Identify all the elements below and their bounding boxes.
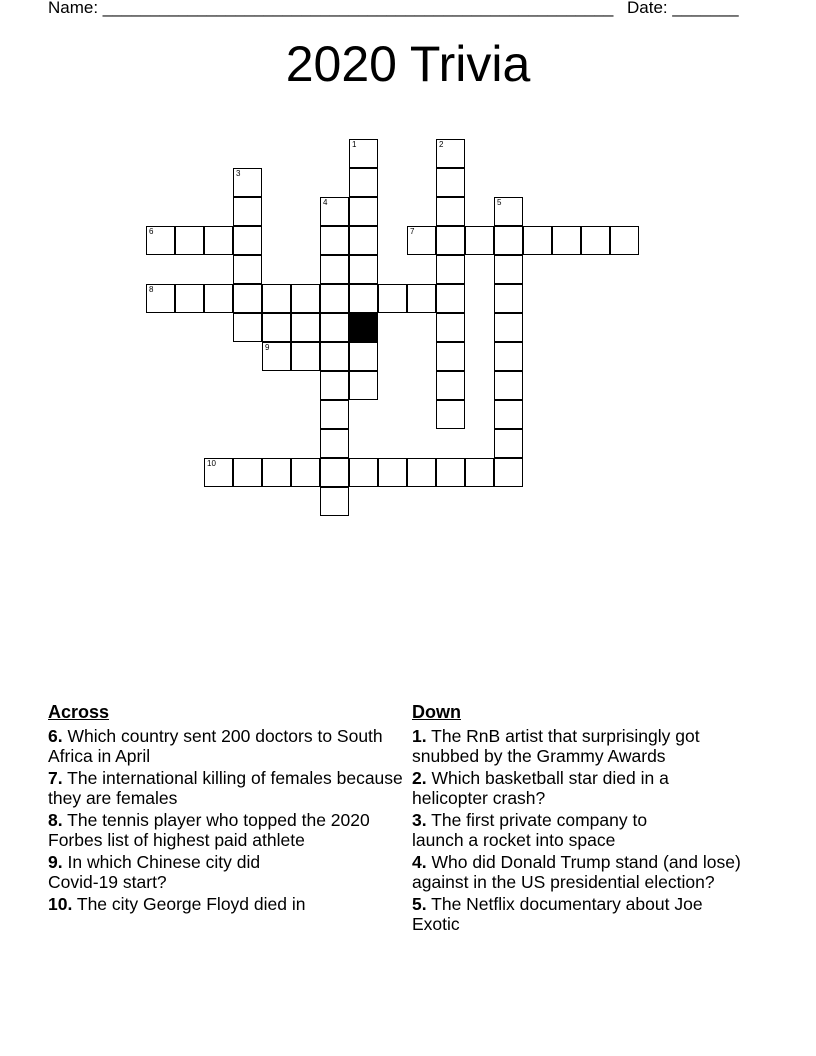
name-field-label: Name: ______________________________________________________ <box>48 0 614 17</box>
crossword-cell[interactable] <box>436 226 465 255</box>
page-title: 2020 Trivia <box>285 36 531 92</box>
crossword-cell[interactable] <box>320 313 349 342</box>
clue-down-4: 4. Who did Donald Trump stand (and lose) against in the US presidential election? <box>412 852 741 892</box>
clue-number: 6 <box>149 227 154 236</box>
crossword-cell[interactable] <box>436 313 465 342</box>
crossword-cell[interactable] <box>320 371 349 400</box>
clue-across-7: 7. The international killing of females because they are females <box>48 768 403 808</box>
clue-across-9: 9. In which Chinese city did Covid-19 start? <box>48 852 261 892</box>
crossword-cell[interactable] <box>233 197 262 226</box>
crossword-cell[interactable] <box>465 226 494 255</box>
crossword-cell[interactable] <box>436 371 465 400</box>
clue-across-6: 6. Which country sent 200 doctors to South Africa in April <box>48 726 383 766</box>
crossword-cell[interactable] <box>320 284 349 313</box>
crossword-cell[interactable] <box>407 284 436 313</box>
crossword-cell[interactable] <box>262 313 291 342</box>
crossword-cell[interactable] <box>407 226 436 255</box>
crossword-cell[interactable] <box>233 458 262 487</box>
crossword-cell[interactable] <box>175 226 204 255</box>
crossword-cell[interactable] <box>349 284 378 313</box>
crossword-cell[interactable] <box>349 255 378 284</box>
crossword-cell[interactable] <box>291 342 320 371</box>
date-field-label: Date: _______ <box>627 0 739 17</box>
crossword-cell[interactable] <box>378 458 407 487</box>
down-clues <box>412 701 772 936</box>
crossword-cell[interactable] <box>436 458 465 487</box>
crossword-cell[interactable] <box>291 458 320 487</box>
clue-number: 10 <box>207 459 216 468</box>
crossword-cell[interactable] <box>494 284 523 313</box>
crossword-cell[interactable] <box>262 342 291 371</box>
crossword-cell[interactable] <box>494 458 523 487</box>
crossword-cell[interactable] <box>436 139 465 168</box>
crossword-cell[interactable] <box>407 458 436 487</box>
crossword-cell[interactable] <box>320 400 349 429</box>
clue-number: 5 <box>497 198 502 207</box>
crossword-block <box>349 313 378 342</box>
crossword-cell[interactable] <box>552 226 581 255</box>
crossword-cell[interactable] <box>204 226 233 255</box>
crossword-cell[interactable] <box>204 284 233 313</box>
crossword-cell[interactable] <box>233 255 262 284</box>
clue-number: 4 <box>323 198 328 207</box>
crossword-cell[interactable] <box>320 458 349 487</box>
crossword-cell[interactable] <box>494 197 523 226</box>
clue-number: 3 <box>236 169 241 178</box>
crossword-cell[interactable] <box>494 255 523 284</box>
crossword-cell[interactable] <box>494 342 523 371</box>
clue-across-8: 8. The tennis player who topped the 2020 Forbes list of highest paid athlete <box>48 810 370 850</box>
crossword-cell[interactable] <box>436 197 465 226</box>
across-heading: Across <box>48 702 110 722</box>
crossword-cell[interactable] <box>494 226 523 255</box>
crossword-cell[interactable] <box>436 168 465 197</box>
clue-number: 1 <box>352 140 357 149</box>
across-clues <box>48 701 408 916</box>
crossword-cell[interactable] <box>320 429 349 458</box>
crossword-cell[interactable] <box>436 255 465 284</box>
clue-down-3: 3. The first private company to launch a rocket into space <box>412 810 648 850</box>
clue-number: 9 <box>265 343 270 352</box>
crossword-cell[interactable] <box>610 226 639 255</box>
crossword-cell[interactable] <box>320 342 349 371</box>
clue-number: 8 <box>149 285 154 294</box>
crossword-cell[interactable] <box>233 168 262 197</box>
crossword-cell[interactable] <box>378 284 407 313</box>
crossword-cell[interactable] <box>465 458 494 487</box>
clue-down-2: 2. Which basketball star died in a helicopter crash? <box>412 768 669 808</box>
clue-number: 7 <box>410 227 415 236</box>
crossword-cell[interactable] <box>320 487 349 516</box>
clue-across-10: 10. The city George Floyd died in <box>48 894 306 914</box>
crossword-cell[interactable] <box>349 226 378 255</box>
crossword-cell[interactable] <box>175 284 204 313</box>
crossword-cell[interactable] <box>204 458 233 487</box>
crossword-cell[interactable] <box>233 226 262 255</box>
crossword-cell[interactable] <box>349 139 378 168</box>
crossword-cell[interactable] <box>349 168 378 197</box>
crossword-cell[interactable] <box>436 342 465 371</box>
crossword-cell[interactable] <box>320 197 349 226</box>
clue-down-5: 5. The Netflix documentary about Joe Exotic <box>412 894 703 934</box>
crossword-cell[interactable] <box>291 284 320 313</box>
crossword-cell[interactable] <box>523 226 552 255</box>
crossword-cell[interactable] <box>494 429 523 458</box>
crossword-cell[interactable] <box>436 284 465 313</box>
crossword-cell[interactable] <box>581 226 610 255</box>
crossword-cell[interactable] <box>349 197 378 226</box>
crossword-cell[interactable] <box>291 313 320 342</box>
crossword-cell[interactable] <box>494 313 523 342</box>
crossword-cell[interactable] <box>349 371 378 400</box>
crossword-cell[interactable] <box>233 284 262 313</box>
crossword-cell[interactable] <box>262 458 291 487</box>
crossword-cell[interactable] <box>146 226 175 255</box>
crossword-cell[interactable] <box>146 284 175 313</box>
clue-number: 2 <box>439 140 444 149</box>
clue-down-1: 1. The RnB artist that surprisingly got snubbed by the Grammy Awards <box>412 726 700 766</box>
crossword-cell[interactable] <box>494 371 523 400</box>
crossword-cell[interactable] <box>494 400 523 429</box>
crossword-cell[interactable] <box>349 342 378 371</box>
crossword-cell[interactable] <box>262 284 291 313</box>
crossword-cell[interactable] <box>320 255 349 284</box>
crossword-cell[interactable] <box>320 226 349 255</box>
crossword-cell[interactable] <box>233 313 262 342</box>
crossword-cell[interactable] <box>349 458 378 487</box>
down-heading: Down <box>412 702 461 722</box>
crossword-cell[interactable] <box>436 400 465 429</box>
